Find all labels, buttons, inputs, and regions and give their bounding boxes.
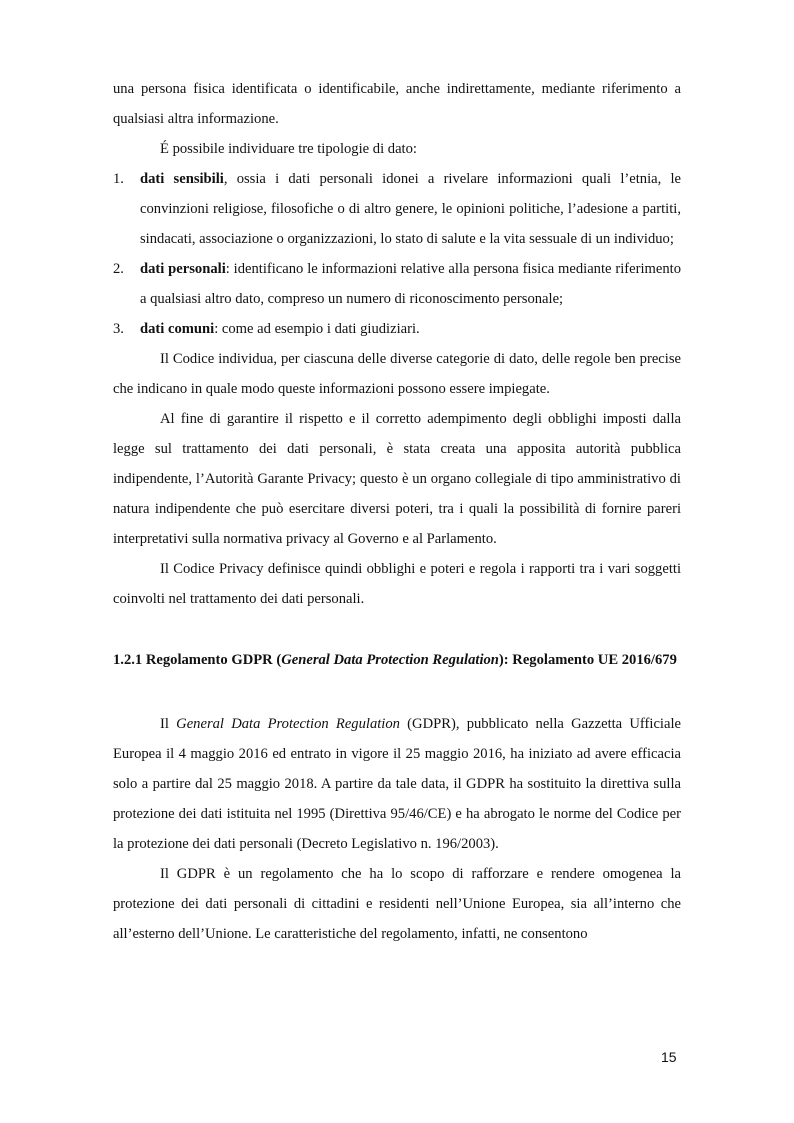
section-gap (113, 675, 681, 709)
list-item-dati-personali (113, 254, 681, 314)
list-text: : identificano le informazioni relative alla persona fisica mediante riferimento a qualsiasi altro dato, compreso un numero di riconoscimento personale; (140, 261, 681, 307)
heading-prefix: 1.2.1 Regolamento GDPR ( (113, 652, 282, 668)
paragraph-codice-obblighi: Il Codice Privacy definisce quindi obblighi e poteri e regola i rapporti tra i vari soggetti coinvolti nel trattamento dei dati personali. (113, 561, 681, 607)
list-number: 3. (113, 321, 124, 337)
paragraph-gdpr-intro (113, 709, 681, 859)
page-number: 15 (661, 1049, 677, 1065)
list-term: dati personali (140, 261, 226, 277)
list-number: 2. (113, 261, 124, 277)
gdpr-prefix: Il (160, 716, 177, 732)
list-item-dati-comuni (113, 314, 681, 344)
paragraph-data-types-intro: É possibile individuare tre tipologie di dato: (160, 141, 417, 157)
list-item-dati-sensibili (113, 164, 681, 254)
paragraph-gdpr-scope: Il GDPR è un regolamento che ha lo scopo di rafforzare e rendere omogenea la protezione dei dati personali di cittadini e residenti nell’Unione Europea, sia all’interno che all’esterno dell’Unione. Le caratteristiche del regolamento, infatti, ne consentono (113, 866, 681, 942)
list-term: dati comuni (140, 321, 215, 337)
gdpr-rest: (GDPR), pubblicato nella Gazzetta Ufficiale Europea il 4 maggio 2016 ed entrato in vigore il 25 maggio 2016, ha iniziato ad avere efficacia solo a partire dal 25 maggio 2018. A partire da tale data, il GDPR ha sostituito la direttiva sulla protezione dei dati istituita nel 1995 (Direttiva 95/46/CE) e ha abrogato le norme del Codice per la protezione dei dati personali (Decreto Legislativo n. 196/2003). (113, 716, 681, 852)
paragraph-codice-regole: Il Codice individua, per ciascuna delle diverse categorie di dato, delle regole ben precise che indicano in quale modo queste informazioni possono essere impiegate. (113, 351, 681, 397)
gdpr-italic: General Data Protection Regulation (176, 716, 400, 732)
list-number: 1. (113, 171, 124, 187)
list-term: dati sensibili (140, 171, 224, 187)
list-text: : come ad esempio i dati giudiziari. (214, 321, 420, 337)
section-heading (113, 645, 681, 675)
paragraph-intro-continuation: una persona fisica identificata o identificabile, anche indirettamente, mediante riferimento a qualsiasi altra informazione. (113, 81, 681, 127)
data-types-list (113, 164, 681, 344)
document-page (113, 74, 681, 949)
paragraph-autorita-garante: Al fine di garantire il rispetto e il corretto adempimento degli obblighi imposti dalla legge sul trattamento dei dati personali, è stata creata una apposita autorità pubblica indipendente, l’Autorità Garante Privacy; questo è un organo collegiale di tipo amministrativo di natura indipendente che può esercitare diversi poteri, tra i quali la possibilità di fornire pareri interpretativi sulla normativa privacy al Governo e al Parlamento. (113, 411, 681, 547)
heading-suffix: ): Regolamento UE 2016/679 (498, 652, 677, 668)
list-text: , ossia i dati personali idonei a rivelare informazioni quali l’etnia, le convinzioni religiose, filosofiche o di altro genere, le opinioni politiche, l’adesione a partiti, sindacati, associazione o organizzazioni, lo stato di salute e la vita sessuale di un individuo; (140, 171, 682, 247)
heading-italic: General Data Protection Regulation (281, 652, 499, 668)
